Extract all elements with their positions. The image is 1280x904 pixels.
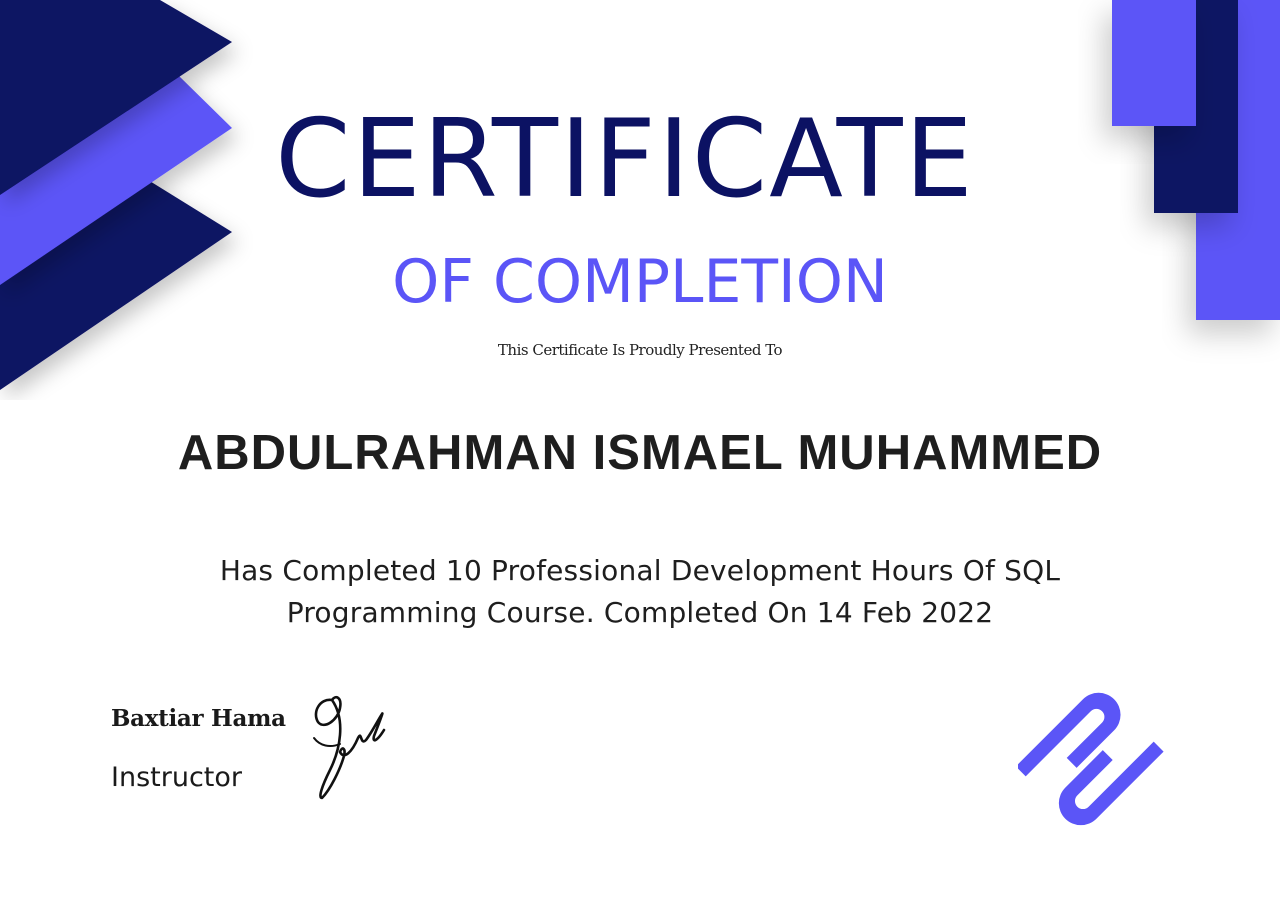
- signatory-name: Baxtiar Hama: [111, 705, 286, 732]
- signatory-role: Instructor: [111, 762, 242, 793]
- recipient-name: ABDULRAHMAN ISMAEL MUHAMMED: [177, 426, 1103, 480]
- certificate-subtitle: OF COMPLETION: [392, 247, 888, 317]
- brand-logo-icon: [1018, 688, 1173, 843]
- description-line-2: Programming Course. Completed On 14 Feb 2022: [286, 596, 994, 629]
- certificate-title: CERTIFICATE: [275, 97, 975, 222]
- signature-mark: [300, 690, 400, 805]
- presented-to-text: This Certificate Is Proudly Presented To: [497, 341, 783, 359]
- description-line-1: Has Completed 10 Professional Development Hours Of SQL: [219, 554, 1061, 587]
- completion-description: [0, 550, 1280, 634]
